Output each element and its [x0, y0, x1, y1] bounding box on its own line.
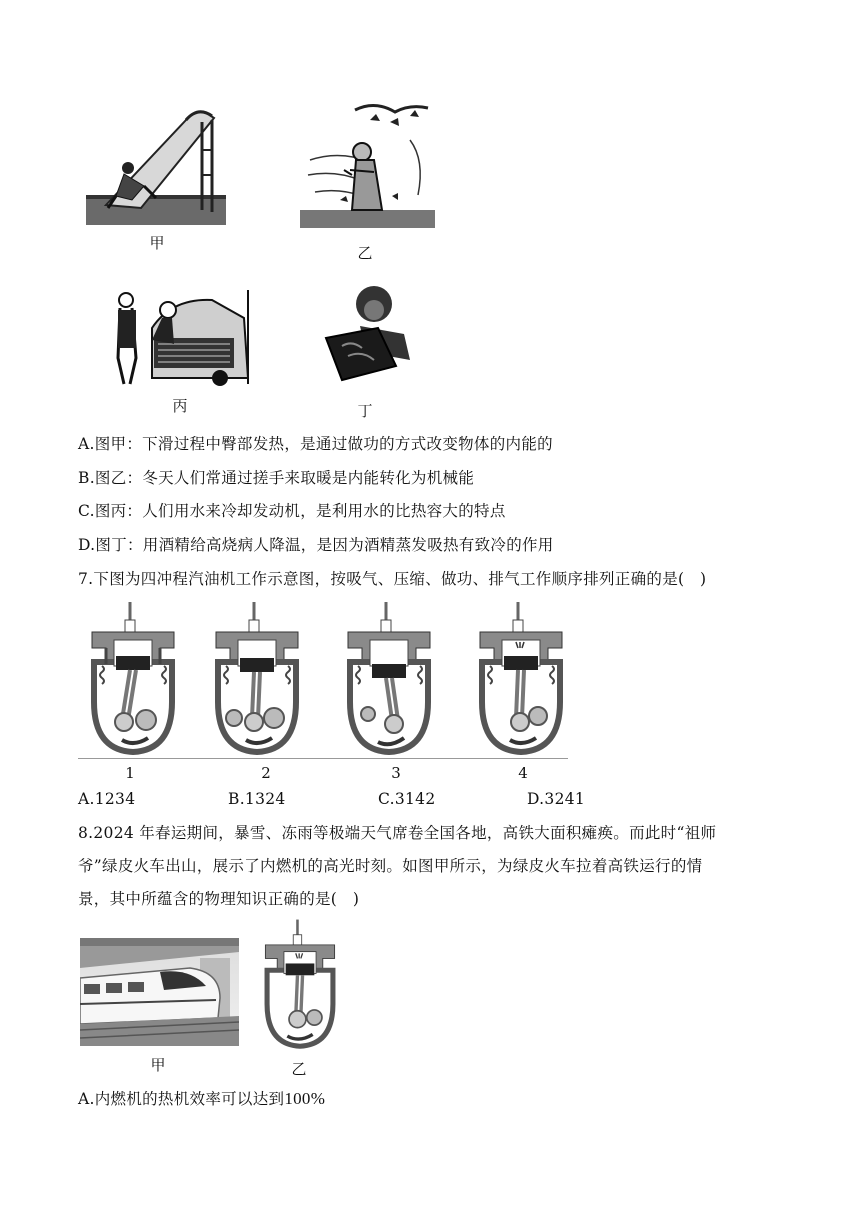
- caption-jia: 甲: [149, 234, 165, 252]
- q7-stem: 7.下图为四冲程汽油机工作示意图，按吸气、压缩、做功、排气工作顺序排列正确的是( ): [78, 570, 707, 588]
- q7-option-a: A.1234: [78, 790, 136, 808]
- q8-caption-jia: 甲: [150, 1056, 166, 1074]
- q6-option-b: B.图乙：冬天人们常通过搓手来取暖是内能转化为机械能: [78, 469, 475, 487]
- q8-caption-yi: 乙: [291, 1060, 307, 1078]
- q8-stem-line-1: 8.2024 年春运期间，暴雪、冻雨等极端天气席卷全国各地，高铁大面积瘫痪。而此时“祖师: [78, 824, 717, 842]
- figure-engine-yi: [262, 918, 338, 1052]
- engine-label-4: 4: [518, 764, 528, 782]
- q8-stem-line-2: 爷”绿皮火车出山，展示了内燃机的高光时刻。如图甲所示，为绿皮火车拉着高铁运行的情: [78, 857, 703, 875]
- engine-label-3: 3: [391, 764, 401, 782]
- engine-row-rule: [78, 758, 568, 759]
- figure-car-engine: [112, 288, 252, 388]
- q6-option-a: A.图甲：下滑过程中臀部发热，是通过做功的方式改变物体的内能的: [78, 435, 553, 453]
- engine-diagram-4: [476, 602, 566, 757]
- engine-diagram-3: [344, 602, 434, 757]
- caption-ding: 丁: [357, 402, 373, 420]
- engine-label-1: 1: [125, 764, 135, 782]
- figure-slide: [86, 100, 226, 225]
- q6-option-c: C.图丙：人们用水来冷却发动机，是利用水的比热容大的特点: [78, 502, 506, 520]
- engine-label-2: 2: [261, 764, 271, 782]
- q7-option-c: C.3142: [378, 790, 436, 808]
- q8-stem-line-3: 景，其中所蕴含的物理知识正确的是( ): [78, 890, 360, 908]
- figure-rubbing-hands: [300, 100, 435, 228]
- figure-train-photo: [80, 938, 239, 1046]
- engine-diagram-1: [88, 602, 178, 757]
- caption-yi: 乙: [357, 244, 373, 262]
- q7-option-d: D.3241: [527, 790, 586, 808]
- engine-diagram-2: [212, 602, 302, 757]
- q8-option-a: [78, 1088, 325, 1110]
- caption-bing: 丙: [172, 397, 188, 415]
- figure-fever-patient: [322, 282, 417, 382]
- q6-option-d: D.图丁：用酒精给高烧病人降温，是因为酒精蒸发吸热有致冷的作用: [78, 536, 554, 554]
- q7-option-b: B.1324: [228, 790, 286, 808]
- q8-option-a-value: 100%: [284, 1089, 326, 1108]
- q8-option-a-text: A.内燃机的热机效率可以达到: [78, 1090, 285, 1108]
